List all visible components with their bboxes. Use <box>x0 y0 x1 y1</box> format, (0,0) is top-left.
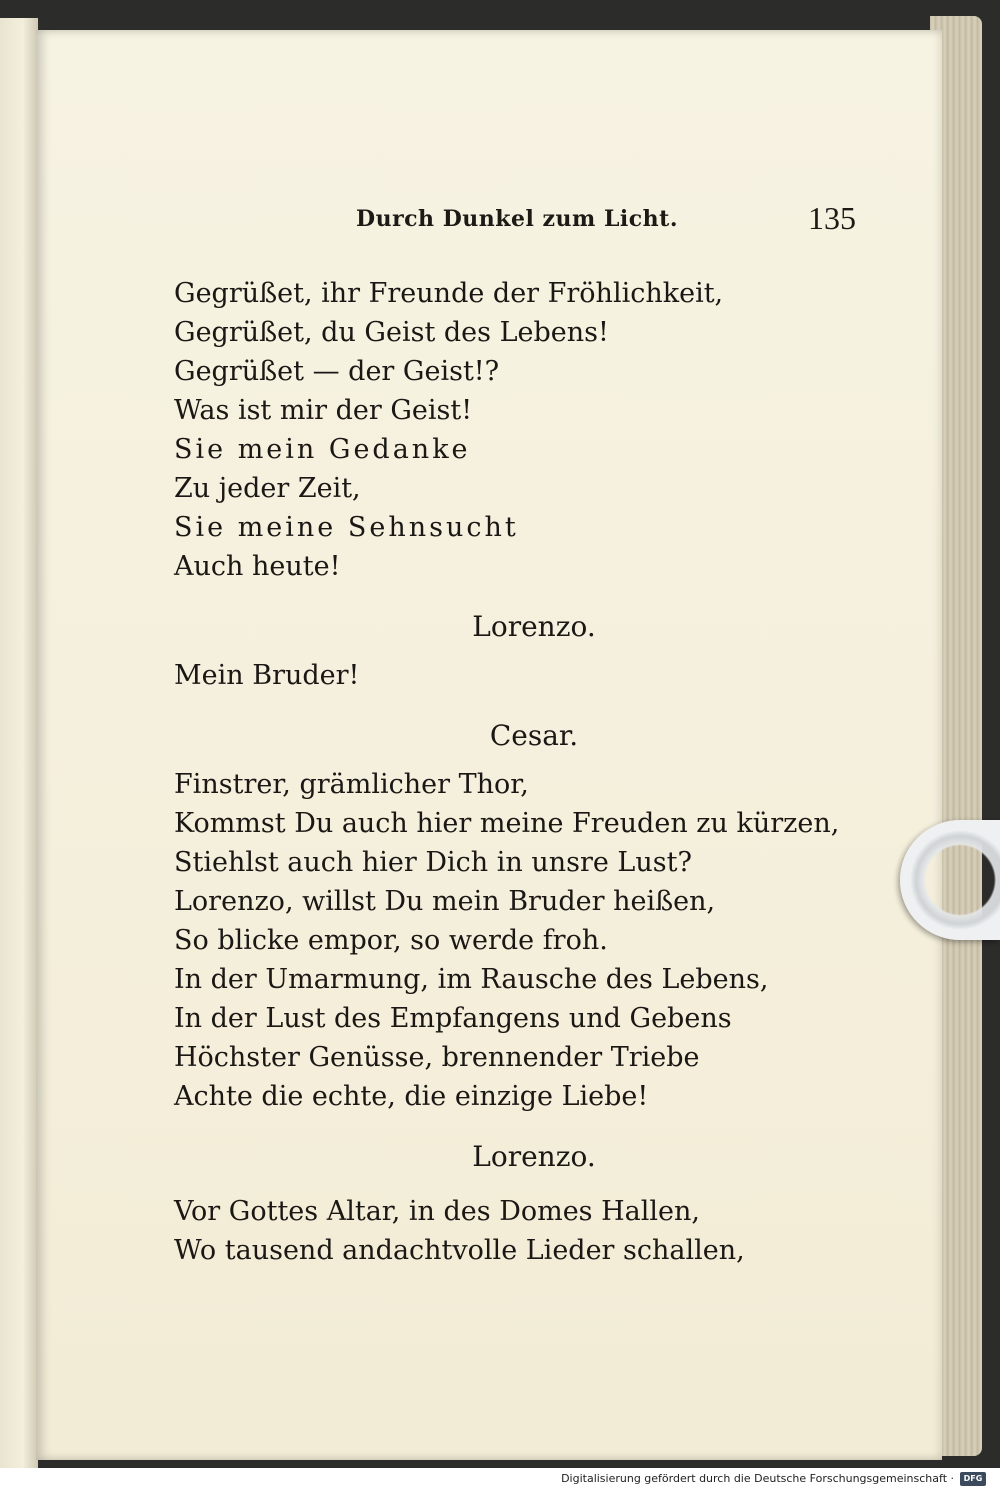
verse-line: Vor Gottes Altar, in des Domes Hallen, <box>174 1196 700 1227</box>
dfg-logo-icon: DFG <box>960 1472 986 1486</box>
book-page <box>36 30 942 1460</box>
verse-line: Was ist mir der Geist! <box>174 395 473 426</box>
speaker-name: Lorenzo. <box>472 1140 596 1173</box>
verse-line: Kommst Du auch hier meine Freuden zu kürzen, <box>174 808 840 839</box>
verse-line: Gegrüßet, ihr Freunde der Fröhlichkeit, <box>174 278 724 309</box>
left-page-edge <box>0 18 38 1468</box>
verse-line: In der Umarmung, im Rausche des Lebens, <box>174 964 769 995</box>
speaker-name: Lorenzo. <box>472 610 596 643</box>
verse-line: Mein Bruder! <box>174 660 360 691</box>
verse-line: Wo tausend andachtvolle Lieder schallen, <box>174 1235 745 1266</box>
verse-line: Gegrüßet, du Geist des Lebens! <box>174 317 609 348</box>
verse-line: Sie meine Sehnsucht <box>174 512 519 543</box>
spacer <box>174 586 894 598</box>
verse-line: Finstrer, grämlicher Thor, <box>174 769 529 800</box>
verse-line: Auch heute! <box>174 551 341 582</box>
running-head: Durch Dunkel zum Licht. <box>356 206 679 232</box>
footer-credit: Digitalisierung gefördert durch die Deutsche Forschungsgemeinschaft · <box>561 1472 954 1485</box>
page-header <box>36 200 942 240</box>
spacer <box>174 695 894 707</box>
verse-line: So blicke empor, so werde froh. <box>174 925 608 956</box>
digitization-footer <box>0 1468 1000 1491</box>
verse-line: Höchster Genüsse, brennender Triebe <box>174 1042 700 1073</box>
verse-line: Zu jeder Zeit, <box>174 473 361 504</box>
verse-line: Lorenzo, willst Du mein Bruder heißen, <box>174 886 716 917</box>
verse-line: Stiehlst auch hier Dich in unsre Lust? <box>174 847 692 878</box>
spacer <box>174 1116 894 1128</box>
verse-line: Sie mein Gedanke <box>174 434 471 465</box>
verse-line: Gegrüßet — der Geist!? <box>174 356 500 387</box>
verse-line: In der Lust des Empfangens und Gebens <box>174 1003 732 1034</box>
speaker-name: Cesar. <box>489 719 579 752</box>
verse-text <box>174 274 894 1270</box>
verse-line: Achte die echte, die einzige Liebe! <box>174 1081 649 1112</box>
page-number: 135 <box>808 200 856 236</box>
